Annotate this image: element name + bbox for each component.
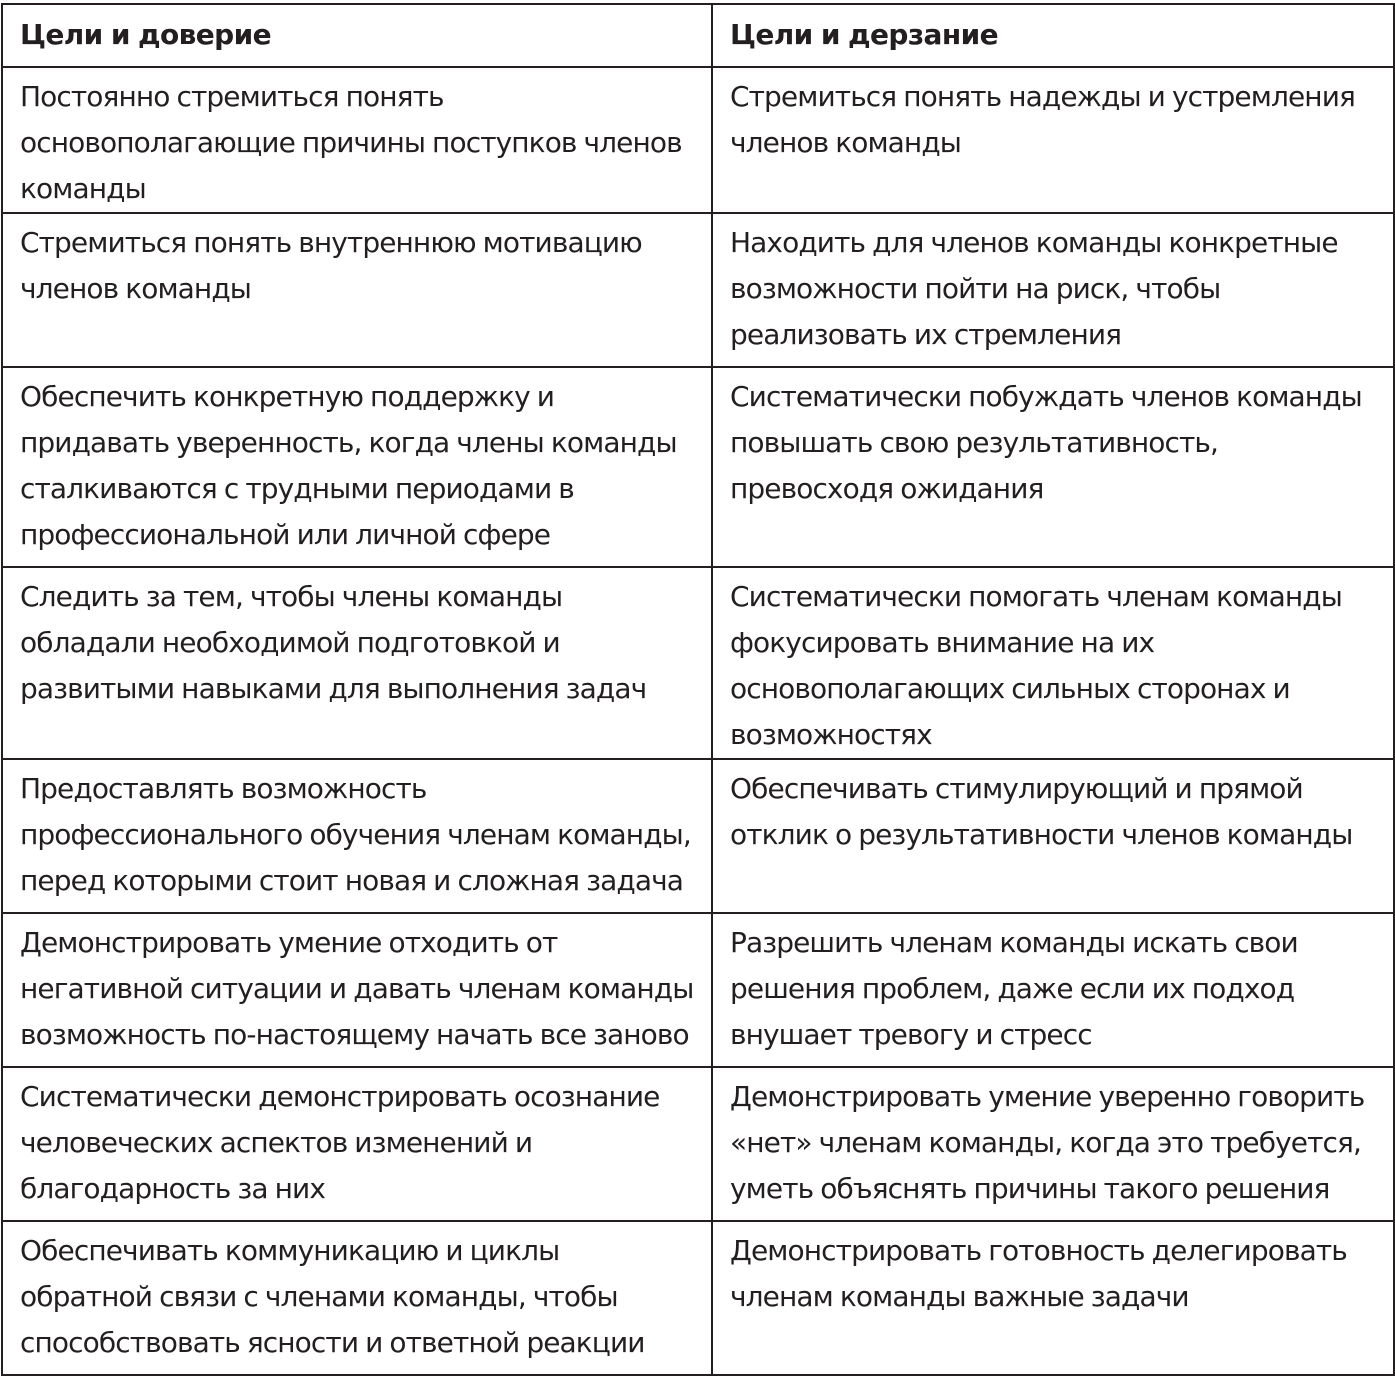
trust-cell: Систематически демонстрировать осознание человеческих аспектов изменений и благодарность за них <box>2 1067 712 1221</box>
header-goals-daring: Цели и дерзание <box>712 4 1394 67</box>
trust-cell: Обеспечить конкретную поддержку и придавать уверенность, когда члены команды сталкиваются с трудными периодами в профессиональной или личной сфере <box>2 367 712 567</box>
daring-cell: Разрешить членам команды искать свои решения проблем, даже если их подход внушает тревогу и стресс <box>712 913 1394 1067</box>
daring-cell: Демонстрировать готовность делегировать членам команды важные задачи <box>712 1221 1394 1375</box>
goals-comparison-table <box>1 3 1395 1376</box>
trust-cell: Постоянно стремиться понять основополагающие причины поступков членов команды <box>2 67 712 213</box>
trust-cell: Стремиться понять внутреннюю мотивацию членов команды <box>2 213 712 367</box>
table-row <box>2 1067 1394 1221</box>
trust-cell: Обеспечивать коммуникацию и циклы обратной связи с членами команды, чтобы способствовать ясности и ответной реакции <box>2 1221 712 1375</box>
table-row <box>2 213 1394 367</box>
table-row <box>2 567 1394 759</box>
trust-cell: Следить за тем, чтобы члены команды обладали необходимой подготовкой и развитыми навыками для выполнения задач <box>2 567 712 759</box>
trust-cell: Демонстрировать умение отходить от негативной ситуации и давать членам команды возможность по-настоящему начать все заново <box>2 913 712 1067</box>
table-header-row <box>2 4 1394 67</box>
daring-cell: Находить для членов команды конкретные возможности пойти на риск, чтобы реализовать их стремления <box>712 213 1394 367</box>
daring-cell: Систематически побуждать членов команды повышать свою результативность, превосходя ожидания <box>712 367 1394 567</box>
table-row <box>2 913 1394 1067</box>
table-row <box>2 759 1394 913</box>
daring-cell: Систематически помогать членам команды фокусировать внимание на их основополагающих сильных сторонах и возможностях <box>712 567 1394 759</box>
daring-cell: Стремиться понять надежды и устремления членов команды <box>712 67 1394 213</box>
table-row <box>2 67 1394 213</box>
table-row <box>2 1221 1394 1375</box>
trust-cell: Предоставлять возможность профессионального обучения членам команды, перед которыми стоит новая и сложная задача <box>2 759 712 913</box>
header-goals-trust: Цели и доверие <box>2 4 712 67</box>
daring-cell: Обеспечивать стимулирующий и прямой отклик о результативности членов команды <box>712 759 1394 913</box>
table-row <box>2 367 1394 567</box>
daring-cell: Демонстрировать умение уверенно говорить «нет» членам команды, когда это требуется, уметь объяснять причины такого решения <box>712 1067 1394 1221</box>
